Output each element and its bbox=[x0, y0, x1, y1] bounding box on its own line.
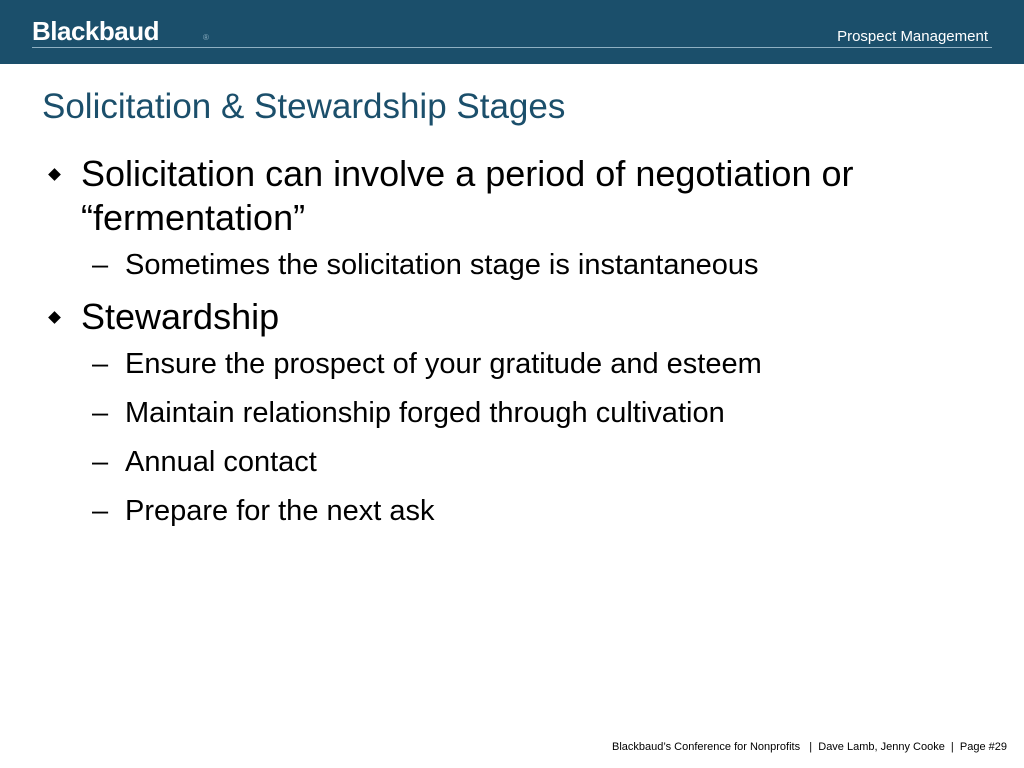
bullet-item bbox=[42, 295, 982, 339]
dash-marker: – bbox=[92, 348, 109, 380]
section-label: Prospect Management bbox=[837, 28, 988, 45]
sub-bullet-item bbox=[42, 345, 982, 383]
bullet-text: Solicitation can involve a period of negotiation or “fermentation” bbox=[81, 153, 854, 238]
sub-bullet-text: Ensure the prospect of your gratitude and esteem bbox=[125, 348, 762, 380]
sub-bullet-item bbox=[42, 492, 982, 530]
slide-title: Solicitation & Stewardship Stages bbox=[42, 87, 566, 126]
diamond-bullet-icon bbox=[48, 311, 61, 324]
sub-bullet-item bbox=[42, 394, 982, 432]
header-divider bbox=[32, 47, 992, 48]
sub-bullet-text: Maintain relationship forged through cultivation bbox=[125, 397, 725, 429]
bullet-item bbox=[42, 152, 982, 240]
blackbaud-logo: Blackbaud bbox=[32, 16, 159, 46]
sub-bullet-item bbox=[42, 443, 982, 481]
sub-bullet-text: Sometimes the solicitation stage is instantaneous bbox=[125, 249, 759, 281]
slide-content bbox=[42, 152, 982, 541]
sub-bullet-item bbox=[42, 246, 982, 284]
header-bar bbox=[0, 0, 1024, 64]
dash-marker: – bbox=[92, 397, 109, 429]
diamond-bullet-icon bbox=[48, 168, 61, 181]
registered-mark: ® bbox=[203, 33, 209, 42]
bullet-text: Stewardship bbox=[81, 296, 280, 337]
sub-bullet-text: Annual contact bbox=[125, 446, 317, 478]
sub-bullet-text: Prepare for the next ask bbox=[125, 495, 435, 527]
dash-marker: – bbox=[92, 495, 109, 527]
slide-footer: Blackbaud’s Conference for Nonprofits | Dave Lamb, Jenny Cooke | Page #29 bbox=[611, 741, 1007, 753]
dash-marker: – bbox=[92, 249, 109, 281]
dash-marker: – bbox=[92, 446, 109, 478]
